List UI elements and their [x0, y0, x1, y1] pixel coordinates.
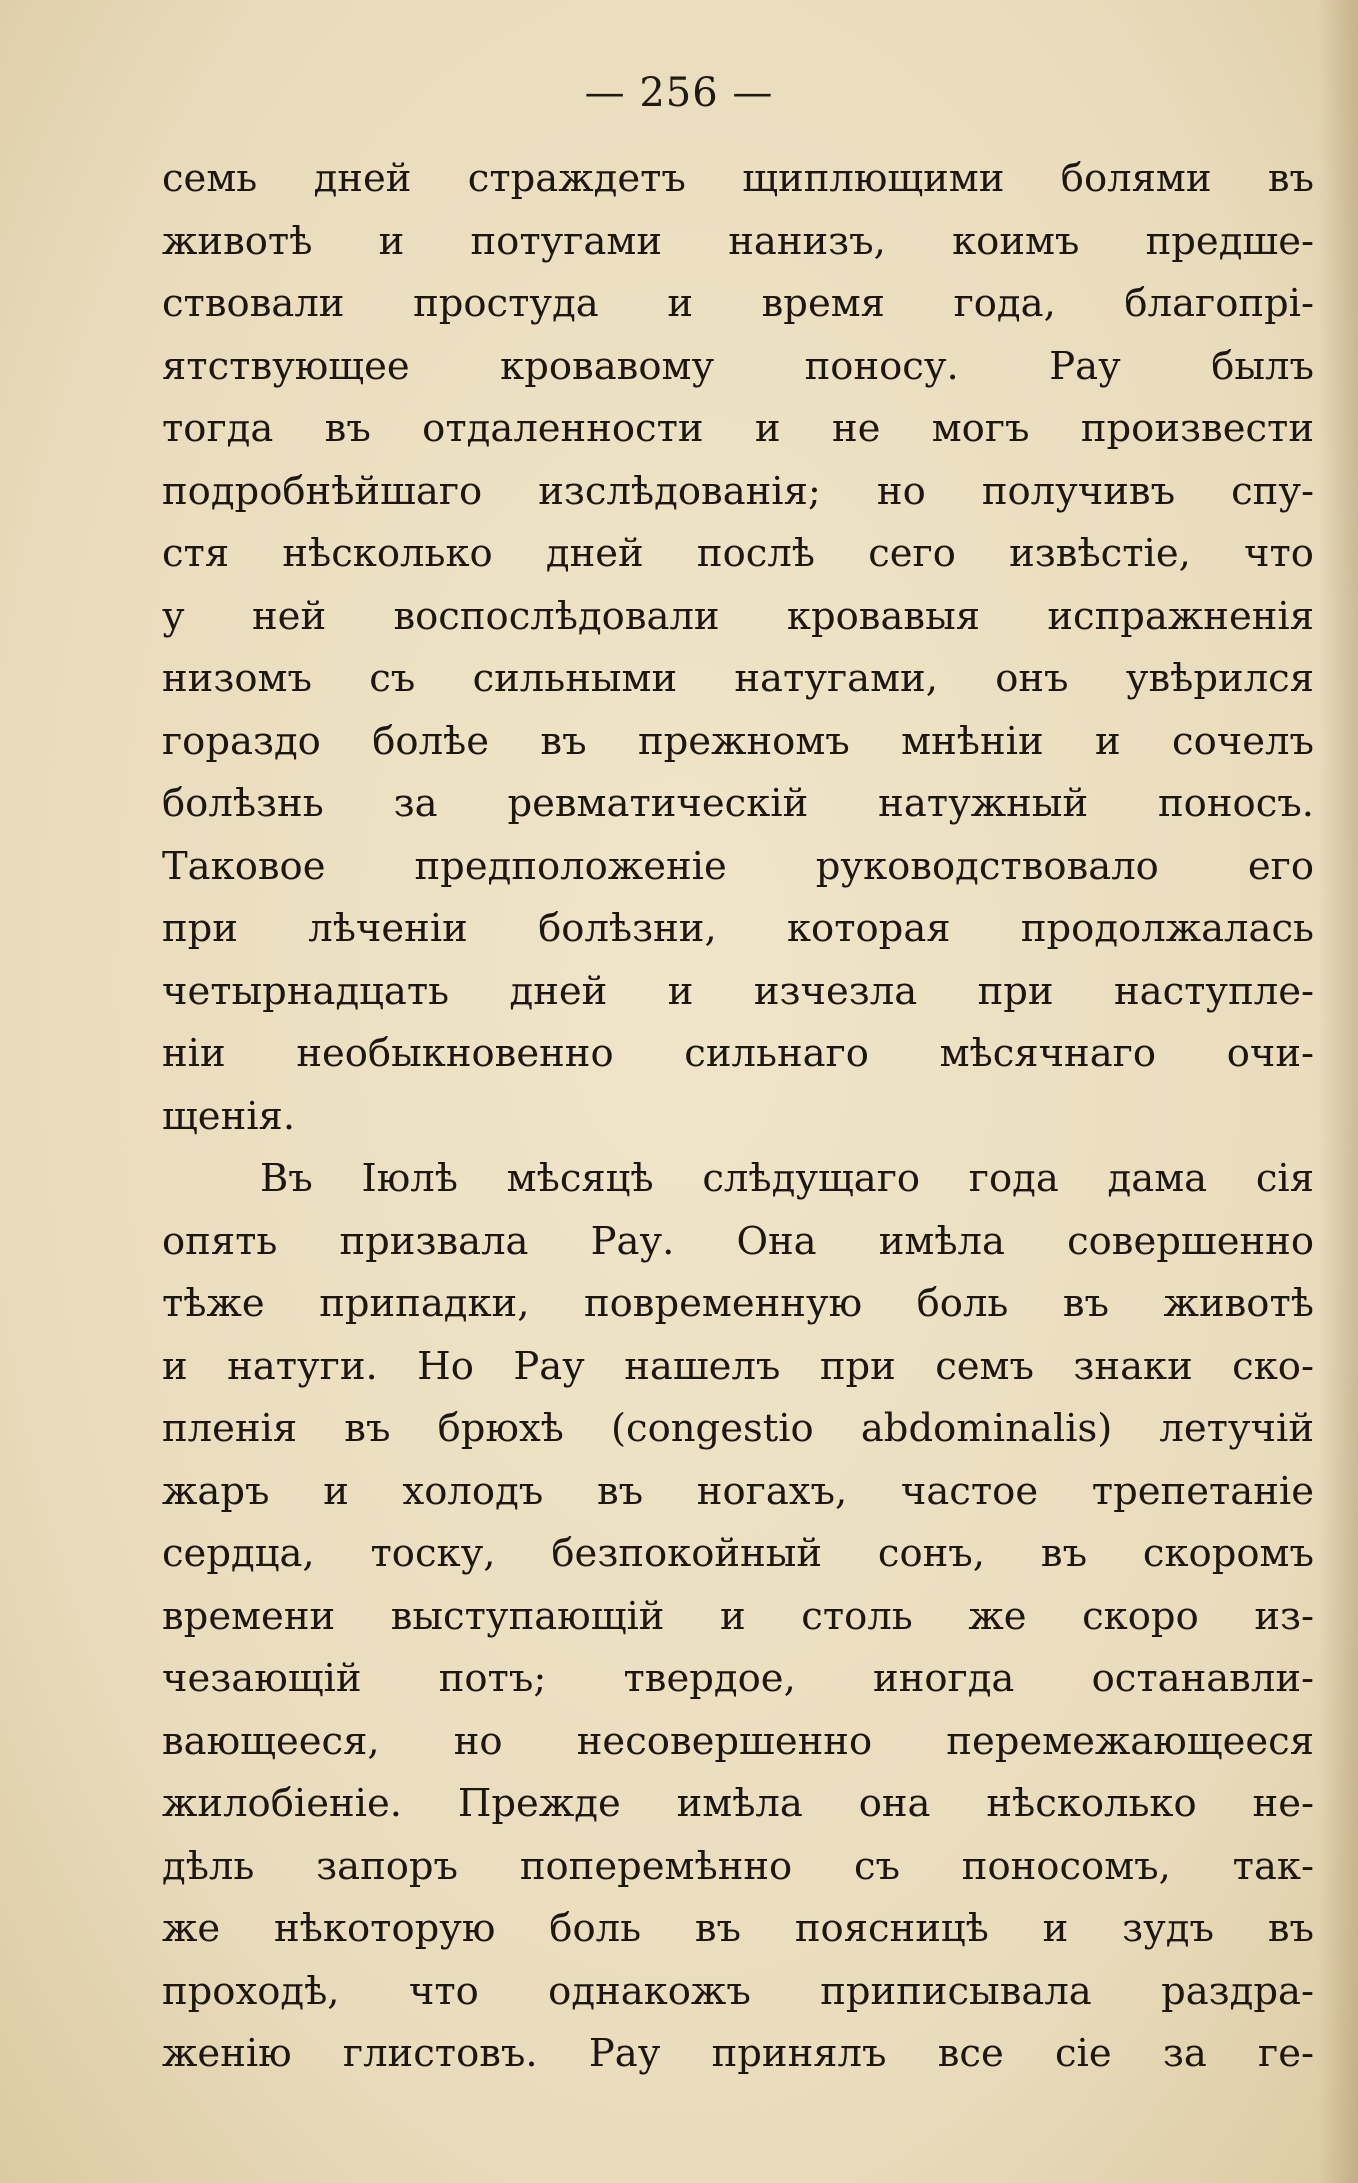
- text-line: гораздо болѣе въ прежномъ мнѣніи и сочелъ: [162, 718, 1314, 764]
- text-line: жилобіеніе. Прежде имѣла она нѣсколько не-: [162, 1781, 1314, 1826]
- text-line: дѣль запоръ поперемѣнно съ поносомъ, так-: [162, 1843, 1314, 1889]
- text-line: же нѣкоторую боль въ поясницѣ и зудъ въ: [162, 1906, 1314, 1951]
- text-line: ятствующее кровавому поносу. Рау былъ: [162, 343, 1314, 389]
- paragraph-first-line: Въ Іюлѣ мѣсяцѣ слѣдущаго года дама сія: [260, 1156, 1314, 1201]
- page-edge-shadow: [1318, 0, 1358, 2183]
- text-line: животѣ и потугами нанизъ, коимъ предше-: [162, 218, 1314, 264]
- text-line: щенія.: [162, 1093, 296, 1139]
- text-line: у ней воспослѣдовали кровавыя испражненія: [162, 593, 1314, 639]
- text-line: ніи необыкновенно сильнаго мѣсячнаго очи-: [162, 1031, 1314, 1076]
- body-text: [162, 148, 1314, 2086]
- text-line: сердца, тоску, безпокойный сонъ, въ скоромъ: [162, 1531, 1314, 1576]
- text-line: жаръ и холодъ въ ногахъ, частое трепетаніе: [162, 1468, 1314, 1514]
- text-line: опять призвала Рау. Она имѣла совершенно: [162, 1218, 1314, 1264]
- text-line: подробнѣйшаго изслѣдованія; но получивъ спу-: [162, 468, 1314, 514]
- text-line: проходѣ, что однакожъ приписывала раздра-: [162, 1968, 1314, 2014]
- text-line: женію глистовъ. Рау принялъ все сіе за ге-: [162, 2031, 1314, 2076]
- text-line: четырнадцать дней и изчезла при наступле-: [162, 968, 1314, 1014]
- text-line: и натуги. Но Рау нашелъ при семъ знаки ско-: [162, 1343, 1314, 1389]
- text-line: стя нѣсколько дней послѣ сего извѣстіе, что: [162, 531, 1314, 576]
- text-line: вающееся, но несовершенно перемежающееся: [162, 1718, 1314, 1764]
- text-line: семь дней страждетъ щиплющими болями въ: [162, 156, 1314, 201]
- text-line: тѣже припадки, повременную боль въ животѣ: [162, 1281, 1314, 1326]
- text-line: чезающій потъ; твердое, иногда останавли-: [162, 1656, 1314, 1701]
- text-line: болѣзнь за ревматическій натужный поносъ.: [162, 781, 1314, 826]
- text-line: низомъ съ сильными натугами, онъ увѣрился: [162, 656, 1314, 701]
- text-line: Таковое предположеніе руководствовало его: [162, 843, 1314, 889]
- text-line: ствовали простуда и время года, благопрі-: [162, 281, 1314, 326]
- page-number: — 256 —: [584, 70, 774, 116]
- text-line: времени выступающій и столь же скоро из-: [162, 1593, 1314, 1639]
- text-line: при лѣченіи болѣзни, которая продолжалась: [162, 906, 1314, 951]
- text-line: тогда въ отдаленности и не могъ произвести: [162, 406, 1314, 451]
- text-line: пленія въ брюхѣ (congestio abdominalis) летучій: [162, 1406, 1314, 1451]
